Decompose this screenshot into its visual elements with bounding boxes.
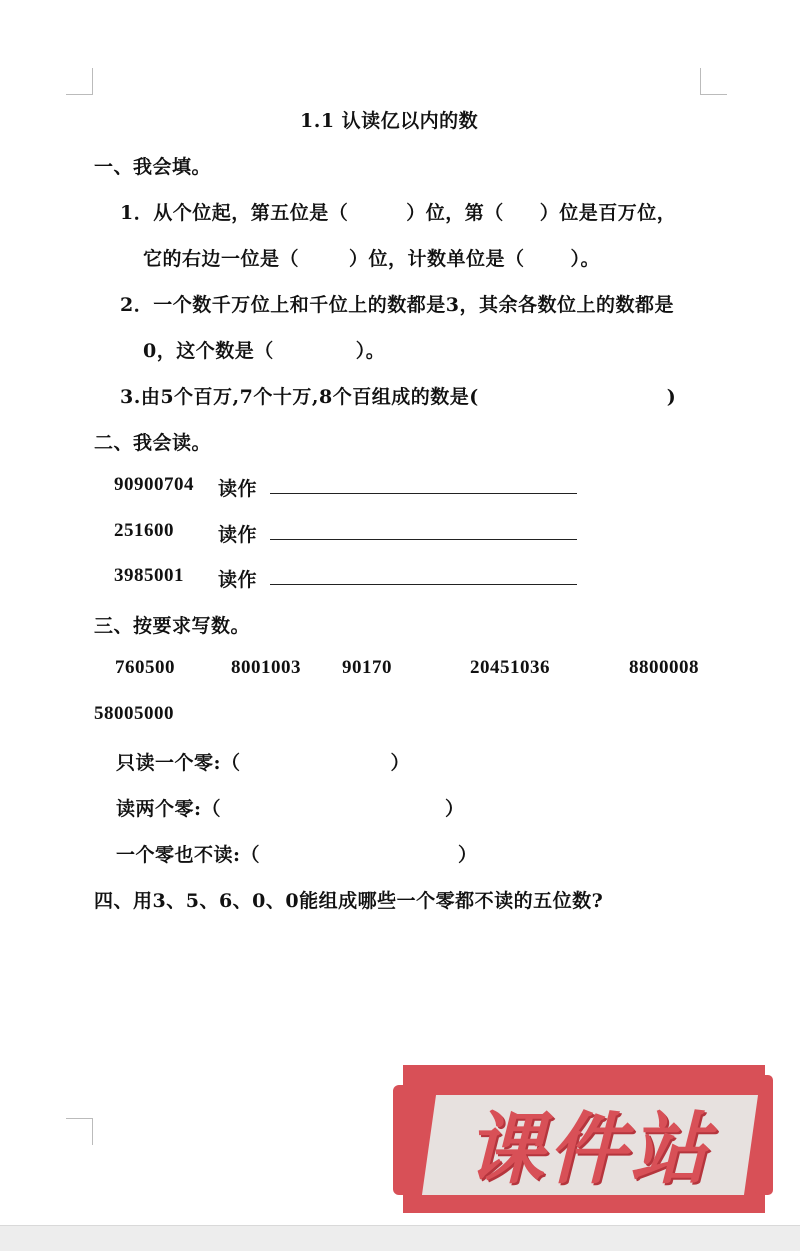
category-read-no-zero: 一个零也不读:（ ） xyxy=(116,844,478,866)
section2-heading: 二、我会读。 xyxy=(94,432,212,454)
question-1-line-2: 它的右边一位是（ ）位，计数单位是（ ）。 xyxy=(143,248,601,270)
page-title: 1.1 认读亿以内的数 xyxy=(300,110,479,132)
answer-line-1[interactable] xyxy=(270,493,577,494)
read-number-1: 90900704 xyxy=(114,474,194,495)
number-58005000: 58005000 xyxy=(94,703,174,724)
watermark-text: 课件站 xyxy=(465,1105,712,1195)
category-read-two-zeros: 读两个零:（ ） xyxy=(116,798,465,820)
watermark-logo xyxy=(403,1065,765,1213)
section1-heading: 一、我会填。 xyxy=(94,156,212,178)
number-760500: 760500 xyxy=(115,657,175,678)
category-read-one-zero: 只读一个零:（ ） xyxy=(116,752,411,774)
section4-heading: 四、用3、5、6、0、0能组成哪些一个零都不读的五位数? xyxy=(94,890,604,912)
read-label-3: 读作 xyxy=(218,569,258,591)
answer-line-2[interactable] xyxy=(270,539,577,540)
read-number-3: 3985001 xyxy=(114,565,184,586)
margin-corner-bottom-left xyxy=(66,1118,93,1145)
question-2-line-2: 0，这个数是（ ）。 xyxy=(143,340,386,362)
number-8800008: 8800008 xyxy=(629,657,699,678)
read-label-1: 读作 xyxy=(218,478,258,500)
number-8001003: 8001003 xyxy=(231,657,301,678)
section3-heading: 三、按要求写数。 xyxy=(94,615,251,637)
number-90170: 90170 xyxy=(342,657,392,678)
viewer-bottom-bar xyxy=(0,1225,800,1251)
answer-line-3[interactable] xyxy=(270,584,577,585)
question-1-line-1: 1．从个位起，第五位是（ ）位，第（ ）位是百万位， xyxy=(120,202,677,224)
read-number-2: 251600 xyxy=(114,520,174,541)
number-20451036: 20451036 xyxy=(470,657,550,678)
question-3: 3.由5个百万,7个十万,8个百组成的数是( ) xyxy=(120,386,677,408)
question-2-line-1: 2．一个数千万位上和千位上的数都是3，其余各数位上的数都是 xyxy=(120,294,674,316)
read-label-2: 读作 xyxy=(218,524,258,546)
margin-corner-top-left xyxy=(66,68,93,95)
margin-corner-top-right xyxy=(700,68,727,95)
